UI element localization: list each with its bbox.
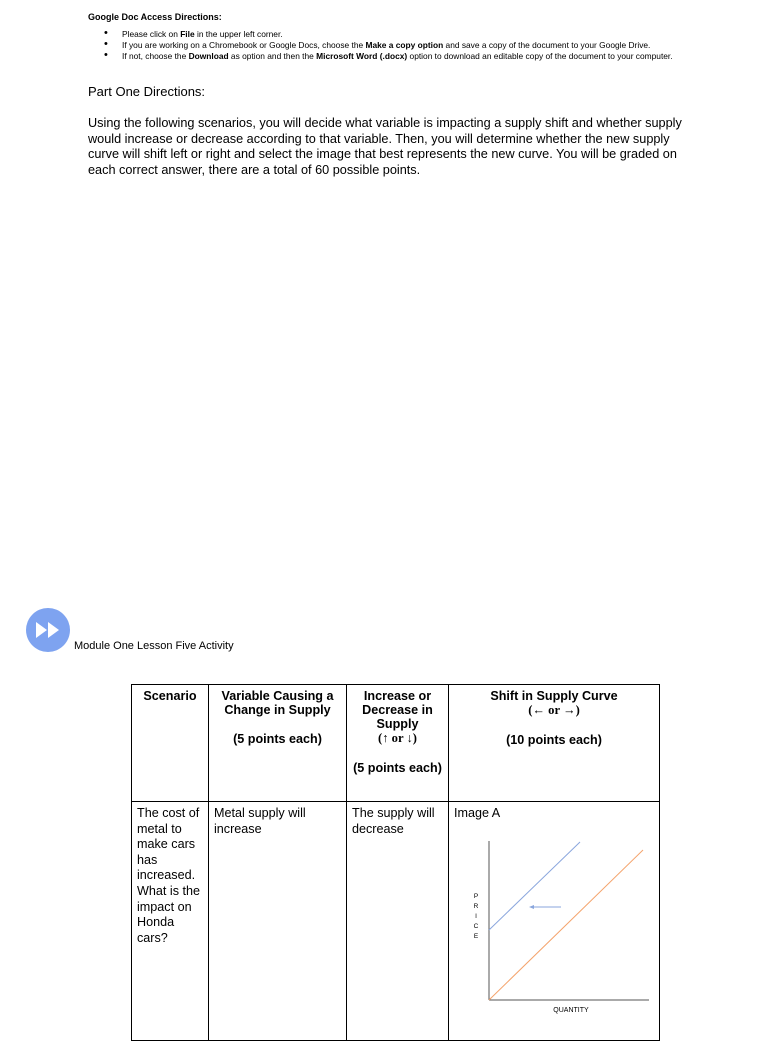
scenario-cell: The cost of metal to make cars has increased. What is the impact on Honda cars?: [132, 802, 209, 1041]
shift-answer-cell[interactable]: [449, 802, 660, 1041]
incdec-answer-cell[interactable]: The supply will decrease: [347, 802, 449, 1041]
access-directions-list: [104, 29, 694, 62]
variable-answer-cell[interactable]: Metal supply will increase: [209, 802, 347, 1041]
supply-shift-graph: [449, 826, 654, 1021]
shift-arrow-head: [529, 905, 534, 909]
fast-forward-icon: [35, 621, 61, 639]
part-one-heading: Part One Directions:: [88, 84, 206, 99]
table-header-row: [132, 685, 660, 802]
table-row: [132, 802, 660, 1041]
access-item-2: • If you are working on a Chromebook or Google Docs, choose the Make a copy option and save a copy of the document to your Google Drive.: [104, 40, 694, 51]
shifted-supply-curve: [489, 842, 580, 930]
header-variable: Variable Causing a Change in Supply (5 points each): [209, 685, 347, 802]
access-directions-title: Google Doc Access Directions:: [88, 12, 222, 22]
part-one-instructions: Using the following scenarios, you will decide what variable is impacting a supply shift and whether supply would increase or decrease according to that variable. Then, you will determine whether the new supply curve will shift left or right and select the image that best represents the new curve. You will be graded on each correct answer, there are a total of 60 possible points.: [88, 116, 682, 177]
y-axis-label: P R I C E: [473, 892, 479, 940]
header-shift: Shift in Supply Curve (← or →) (10 points each): [449, 685, 660, 802]
original-supply-curve: [489, 850, 643, 1000]
x-axis-label: QUANTITY: [553, 1006, 589, 1014]
header-increase-decrease: Increase or Decrease in Supply (↑ or ↓) (5 points each): [347, 685, 449, 802]
activity-table: [131, 684, 660, 1041]
shift-answer-text: Image A: [454, 806, 501, 820]
access-item-1: • Please click on File in the upper left corner.: [104, 29, 694, 40]
module-label: Module One Lesson Five Activity: [74, 640, 234, 652]
fast-forward-button[interactable]: [26, 608, 70, 652]
access-item-3: • If not, choose the Download as option and then the Microsoft Word (.docx) option to download an editable copy of the document to your computer.: [104, 51, 694, 62]
header-scenario: Scenario: [132, 685, 209, 802]
